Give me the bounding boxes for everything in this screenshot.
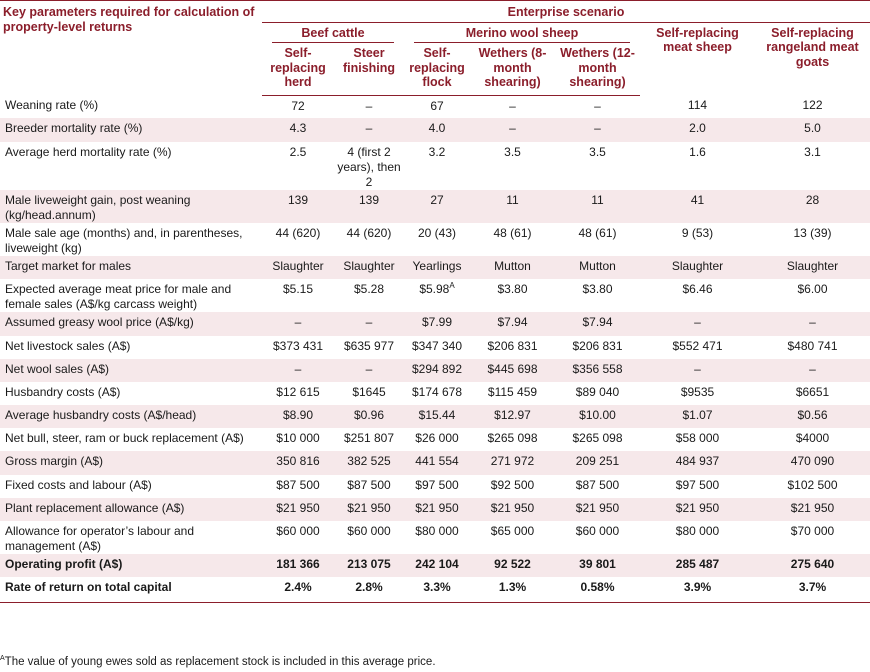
cell-value: 4 (first 2 years), then 2 bbox=[337, 145, 401, 189]
col-header-self-replacing-flock: Self-replacing flock bbox=[404, 43, 470, 95]
cell-value: 3.5 bbox=[589, 145, 606, 159]
row-label: Net livestock sales (A$) bbox=[5, 339, 131, 353]
cell-value: – bbox=[555, 118, 640, 142]
cell-value: $102 500 bbox=[787, 478, 838, 492]
beef-cattle-group-header bbox=[262, 22, 404, 43]
cell-value: $265 098 bbox=[487, 431, 538, 445]
cell-value: 20 (43) bbox=[417, 226, 457, 240]
cell-value: 1.3% bbox=[470, 577, 555, 602]
table-row bbox=[0, 142, 870, 190]
cell-value: – bbox=[509, 98, 516, 113]
cell-value: $9535 bbox=[680, 385, 715, 399]
cell-text: $5.98 bbox=[419, 282, 450, 296]
cell-value: Mutton bbox=[470, 256, 555, 279]
row-label: Rate of return on total capital bbox=[0, 577, 262, 602]
param-column-header: Key parameters required for calculation of property-level returns bbox=[3, 5, 255, 34]
table-row bbox=[0, 475, 870, 498]
table-body bbox=[0, 95, 870, 602]
cell-value: $552 471 bbox=[672, 339, 723, 353]
cell-value: 5.0 bbox=[755, 118, 870, 142]
cell-value: Slaughter bbox=[262, 256, 334, 279]
cell-value: $480 741 bbox=[787, 339, 838, 353]
cell-value: $60 000 bbox=[575, 524, 620, 538]
cell-value: $65 000 bbox=[490, 524, 535, 538]
cell-value: $12.97 bbox=[470, 405, 555, 428]
cell-value: 41 bbox=[640, 190, 755, 223]
cell-value: 139 bbox=[334, 190, 404, 223]
row-label: Plant replacement allowance (A$) bbox=[0, 498, 262, 521]
col-header-meat-sheep: Self-replacing meat sheep bbox=[656, 25, 739, 54]
cell-value: $1645 bbox=[352, 385, 386, 399]
cell-value: 2.0 bbox=[640, 118, 755, 142]
cell-value: $3.80 bbox=[497, 282, 528, 296]
cell-value: $347 340 bbox=[411, 339, 463, 353]
cell-value: 2.4% bbox=[262, 577, 334, 602]
cell-value: $10.00 bbox=[555, 405, 640, 428]
cell-value: 3.2 bbox=[428, 145, 446, 159]
cell-value: 39 801 bbox=[555, 554, 640, 577]
cell-value: $206 831 bbox=[487, 339, 538, 353]
cell-value: $21 950 bbox=[555, 498, 640, 521]
cell-value: $80 000 bbox=[675, 524, 720, 538]
cell-value: $58 000 bbox=[675, 431, 720, 445]
cell-value: $356 558 bbox=[555, 359, 640, 382]
cell-value: 242 104 bbox=[404, 554, 470, 577]
cell-value: 13 (39) bbox=[793, 226, 832, 240]
cell-value: 114 bbox=[687, 98, 708, 112]
cell-value: 44 (620) bbox=[275, 226, 321, 240]
cell-value: 181 366 bbox=[262, 554, 334, 577]
row-label: Average husbandry costs (A$/head) bbox=[0, 405, 262, 428]
cell-value: $87 500 bbox=[575, 478, 620, 492]
merino-label: Merino wool sheep bbox=[414, 26, 630, 44]
cell-value: $445 698 bbox=[470, 359, 555, 382]
table-row bbox=[0, 405, 870, 428]
row-label: Weaning rate (%) bbox=[5, 98, 99, 112]
cell-value: 11 bbox=[470, 190, 555, 223]
cell-value: $373 431 bbox=[272, 339, 324, 353]
cell-value: 275 640 bbox=[755, 554, 870, 577]
row-label: Male liveweight gain, post weaning (kg/head.annum) bbox=[0, 190, 262, 223]
cell-value: 441 554 bbox=[404, 451, 470, 475]
cell-value: $5.28 bbox=[353, 282, 385, 296]
table-row bbox=[0, 95, 870, 118]
row-label: Target market for males bbox=[0, 256, 262, 279]
cell-value: 1.6 bbox=[689, 145, 706, 159]
cell-value: – bbox=[755, 359, 870, 382]
cell-value: 3.9% bbox=[640, 577, 755, 602]
table-row bbox=[0, 256, 870, 279]
cell-value: 11 bbox=[555, 190, 640, 223]
cell-value: 209 251 bbox=[555, 451, 640, 475]
cell-value: $6.00 bbox=[797, 282, 828, 296]
cell-value: 3.7% bbox=[755, 577, 870, 602]
cell-value: Yearlings bbox=[404, 256, 470, 279]
cell-value: – bbox=[262, 359, 334, 382]
col-header-steer-finishing: Steer finishing bbox=[334, 43, 404, 95]
cell-value: 350 816 bbox=[262, 451, 334, 475]
cell-value: 0.58% bbox=[555, 577, 640, 602]
cell-value: $21 950 bbox=[755, 498, 870, 521]
row-label: Expected average meat price for male and female sales (A$/kg carcass weight) bbox=[5, 282, 232, 311]
table-row bbox=[0, 451, 870, 475]
enterprise-scenario-header: Enterprise scenario bbox=[262, 1, 870, 23]
cell-value: – bbox=[334, 312, 404, 336]
cell-value: $89 040 bbox=[575, 385, 620, 399]
table-row bbox=[0, 336, 870, 359]
cell-value: $87 500 bbox=[347, 478, 391, 492]
cell-value: – bbox=[334, 359, 404, 382]
cell-value: $15.44 bbox=[404, 405, 470, 428]
cell-value: $87 500 bbox=[276, 478, 320, 492]
row-label: Breeder mortality rate (%) bbox=[0, 118, 262, 142]
cell-value: – bbox=[640, 359, 755, 382]
cell-value: 213 075 bbox=[334, 554, 404, 577]
footnote-mark: A bbox=[0, 655, 5, 663]
col-header-wethers-12: Wethers (12-month shearing) bbox=[555, 43, 640, 95]
cell-value: $115 459 bbox=[487, 385, 538, 399]
cell-value: $251 807 bbox=[343, 431, 395, 445]
cell-value: 139 bbox=[262, 190, 334, 223]
cell-value: $294 892 bbox=[404, 359, 470, 382]
cell-value: $97 500 bbox=[675, 478, 720, 492]
table-row bbox=[0, 279, 870, 312]
col-header-self-replacing-herd: Self-replacing herd bbox=[262, 43, 334, 95]
beef-cattle-label: Beef cattle bbox=[272, 26, 394, 44]
merino-group-header bbox=[404, 22, 640, 43]
cell-value: – bbox=[755, 312, 870, 336]
cell-value: $80 000 bbox=[415, 524, 459, 538]
col-header-meat-goats: Self-replacing rangeland meat goats bbox=[766, 25, 859, 69]
cell-value: $21 950 bbox=[640, 498, 755, 521]
cell-value: $6.46 bbox=[682, 282, 713, 296]
cell-value: $21 950 bbox=[334, 498, 404, 521]
cell-value: $60 000 bbox=[347, 524, 391, 538]
cell-value: $206 831 bbox=[572, 339, 623, 353]
footnote bbox=[0, 656, 436, 668]
cell-value: 44 (620) bbox=[346, 226, 392, 240]
cell-value: 3.1 bbox=[804, 145, 821, 159]
cell-value: $0.56 bbox=[755, 405, 870, 428]
cell-value: $97 500 bbox=[415, 478, 459, 492]
cell-value: 470 090 bbox=[755, 451, 870, 475]
table-row bbox=[0, 521, 870, 554]
row-label: Net wool sales (A$) bbox=[0, 359, 262, 382]
cell-value: $21 950 bbox=[470, 498, 555, 521]
cell-value: $5.15 bbox=[282, 282, 314, 296]
cell-value: 48 (61) bbox=[493, 226, 532, 240]
cell-value: $92 500 bbox=[490, 478, 535, 492]
table-row bbox=[0, 382, 870, 405]
cell-value: 92 522 bbox=[470, 554, 555, 577]
table-row bbox=[0, 223, 870, 256]
cell-value: $60 000 bbox=[276, 524, 320, 538]
cell-value: 484 937 bbox=[640, 451, 755, 475]
cell-value: Slaughter bbox=[755, 256, 870, 279]
table-row bbox=[0, 498, 870, 521]
cell-value: $4000 bbox=[795, 431, 830, 445]
cell-value: $12 615 bbox=[276, 385, 320, 399]
cell-value: 382 525 bbox=[334, 451, 404, 475]
cell-value: 271 972 bbox=[470, 451, 555, 475]
cell-value: Mutton bbox=[555, 256, 640, 279]
cell-value: 285 487 bbox=[640, 554, 755, 577]
cell-value: 122 bbox=[802, 98, 823, 112]
cell-value: $174 678 bbox=[411, 385, 463, 399]
cell-value: 67 bbox=[430, 98, 444, 113]
cell-value: Slaughter bbox=[640, 256, 755, 279]
row-label: Allowance for operator’s labour and management (A$) bbox=[5, 524, 195, 553]
cell-value: Slaughter bbox=[334, 256, 404, 279]
table-row bbox=[0, 577, 870, 602]
cell-value: $26 000 bbox=[415, 431, 459, 445]
cell-value: $6651 bbox=[795, 385, 830, 399]
row-label: Fixed costs and labour (A$) bbox=[5, 478, 152, 492]
cell-value: 2.5 bbox=[289, 145, 307, 159]
table-header bbox=[0, 1, 870, 96]
cell-value: $7.94 bbox=[470, 312, 555, 336]
cell-value: – bbox=[470, 118, 555, 142]
cell-value: $265 098 bbox=[572, 431, 623, 445]
row-label: Assumed greasy wool price (A$/kg) bbox=[0, 312, 262, 336]
cell-value: $21 950 bbox=[262, 498, 334, 521]
cell-value: $21 950 bbox=[404, 498, 470, 521]
cell-value: $0.96 bbox=[334, 405, 404, 428]
table-row bbox=[0, 554, 870, 577]
row-label: Average herd mortality rate (%) bbox=[5, 145, 172, 159]
cell-value: – bbox=[334, 118, 404, 142]
row-label: Operating profit (A$) bbox=[0, 554, 262, 577]
col-header-wethers-8: Wethers (8-month shearing) bbox=[470, 43, 555, 95]
cell-value: $635 977 bbox=[343, 339, 395, 353]
cell-value: $8.90 bbox=[262, 405, 334, 428]
cell-value: – bbox=[365, 98, 373, 113]
table-row bbox=[0, 190, 870, 223]
row-label: Net bull, steer, ram or buck replacement (A$) bbox=[5, 431, 244, 445]
cell-value: $7.94 bbox=[555, 312, 640, 336]
cell-value: $7.99 bbox=[404, 312, 470, 336]
cell-value: 2.8% bbox=[334, 577, 404, 602]
row-label: Gross margin (A$) bbox=[0, 451, 262, 475]
cell-value: $10 000 bbox=[276, 431, 320, 445]
footnote-text: The value of young ewes sold as replacement stock is included in this average price. bbox=[4, 656, 436, 668]
cell-value: – bbox=[594, 98, 601, 113]
cell-value: $3.80 bbox=[582, 282, 613, 296]
cell-value: 48 (61) bbox=[578, 226, 617, 240]
cell-value: 4.3 bbox=[262, 118, 334, 142]
table-row bbox=[0, 118, 870, 142]
cell-value: – bbox=[640, 312, 755, 336]
cell-value: $70 000 bbox=[790, 524, 835, 538]
cell-value: 27 bbox=[404, 190, 470, 223]
cell-value: 3.5 bbox=[504, 145, 521, 159]
table-row bbox=[0, 428, 870, 451]
cell-value: 3.3% bbox=[404, 577, 470, 602]
footnote-ref-mark: A bbox=[449, 281, 455, 290]
cell-value: 9 (53) bbox=[681, 226, 714, 240]
cell-value bbox=[404, 279, 470, 312]
cell-value: 72 bbox=[291, 98, 305, 113]
cell-value: – bbox=[262, 312, 334, 336]
table-row bbox=[0, 312, 870, 336]
row-label: Husbandry costs (A$) bbox=[5, 385, 121, 399]
cell-value: $1.07 bbox=[640, 405, 755, 428]
table-row bbox=[0, 359, 870, 382]
row-label: Male sale age (months) and, in parentheses, liveweight (kg) bbox=[5, 226, 243, 255]
cell-value: 4.0 bbox=[404, 118, 470, 142]
cell-value: 28 bbox=[755, 190, 870, 223]
